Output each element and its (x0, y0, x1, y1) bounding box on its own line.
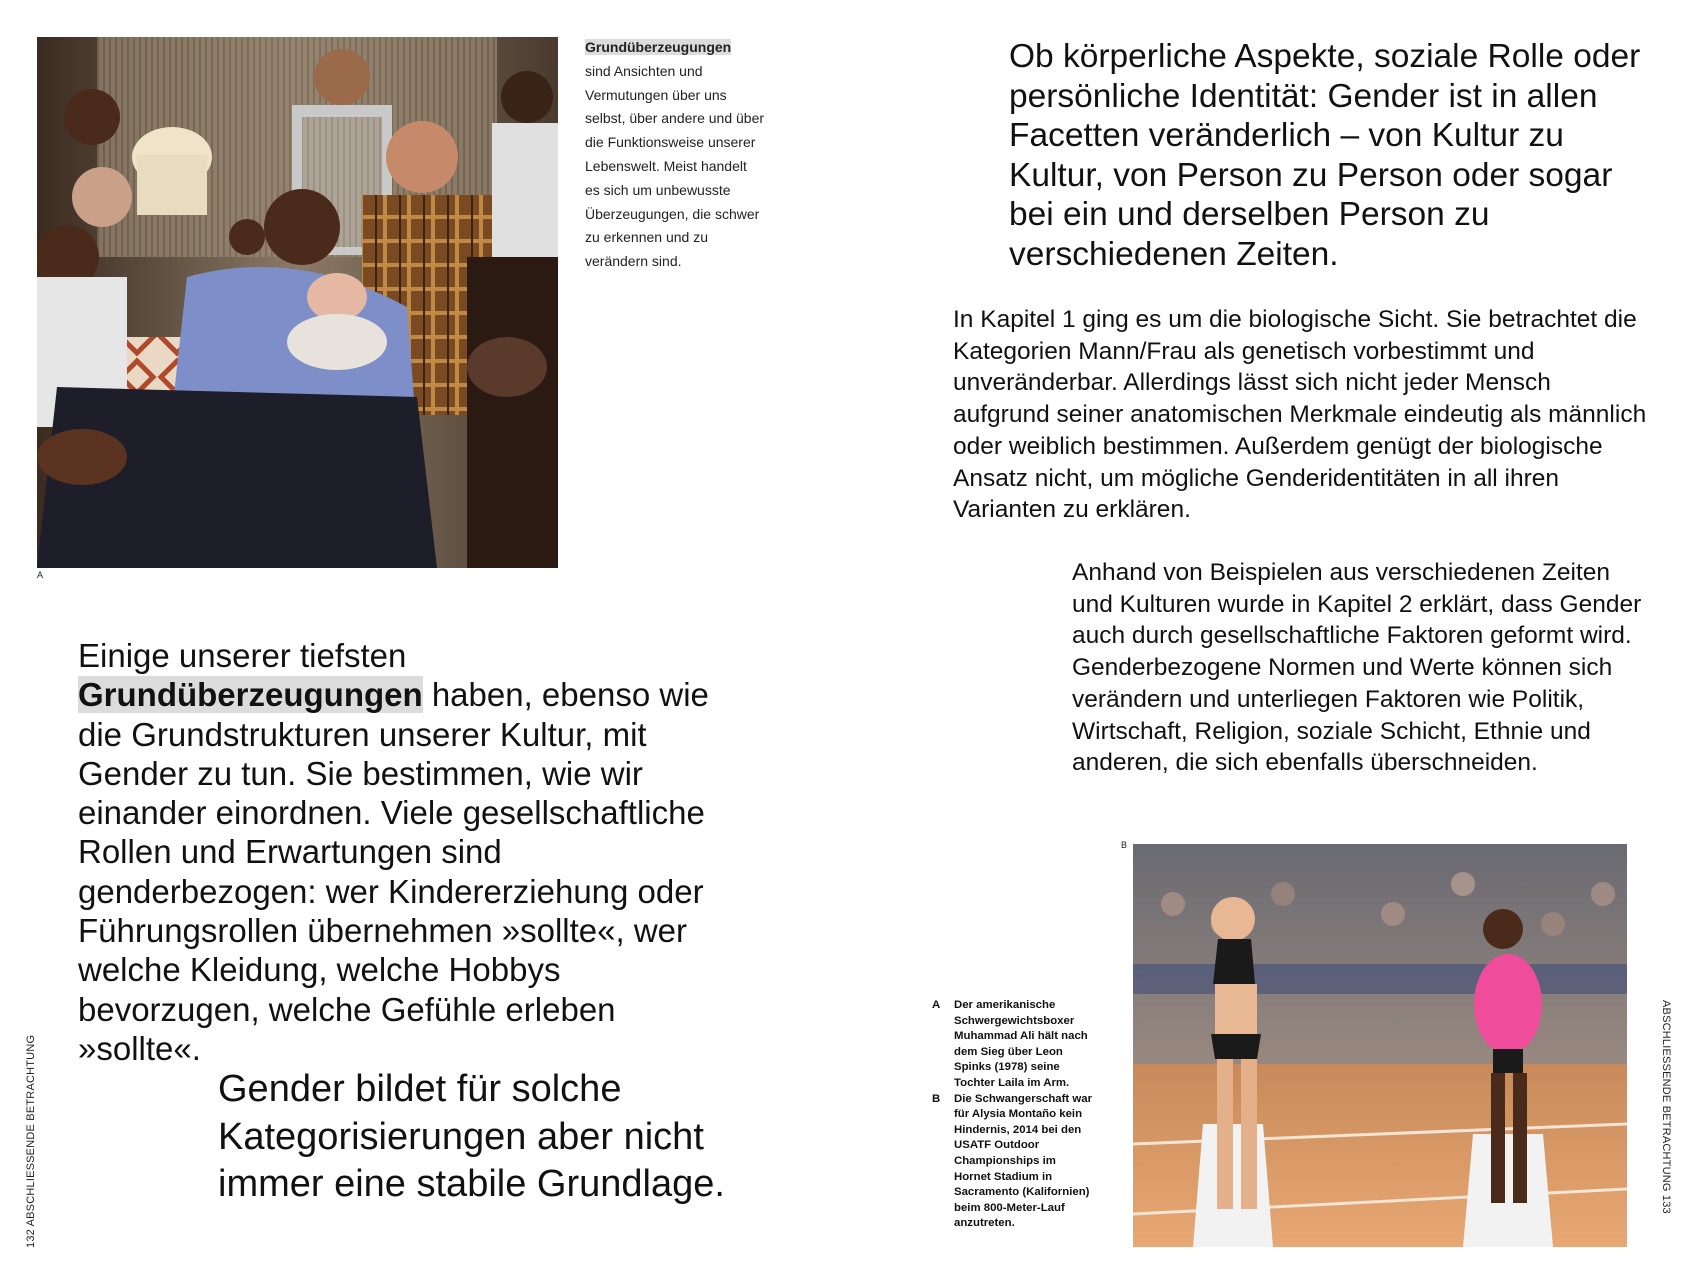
sidebar-term: Grundüberzeugungen (585, 39, 732, 55)
caption-b-text: Die Schwangerschaft war für Alysia Montaño kein Hindernis, 2014 bei den USATF Outdoor Championships im Hornet Stadium in Sacramento (Kalifornien) beim 800-Meter-Lauf anzutreten. (954, 1092, 1093, 1230)
photo-b-label: B (1121, 840, 1128, 850)
intro-text-after: haben, ebenso wie die Grundstrukturen unserer Kultur, mit Gender zu tun. Sie bestimmen, wie wir einander einordnen. Viele gesellschaftliche Rollen und Erwartungen sind genderbezogen: wer Kindererziehung oder Führungsrollen übernehmen »sollte«, wer welche Kleidung, welche Hobbys bevorzugen, welche Gefühle erleben »sollte«. (78, 676, 709, 1067)
caption-a-key: A (932, 999, 941, 1011)
caption-a-text: Der amerikanische Schwergewichtsboxer Muhammad Ali hält nach dem Sieg über Leon Spinks (1978) seine Tochter Laila im Arm. (954, 999, 1088, 1089)
photo-a (37, 37, 558, 568)
intro-highlight-term: Grundüberzeugungen (78, 676, 423, 714)
caption-b-key: B (932, 1092, 941, 1105)
intro-text-before: Einige unserer tiefsten (78, 637, 407, 674)
claim-statement: Gender bildet für solche Kategorisierungen aber nicht immer eine stabile Grundlage. (218, 1068, 725, 1205)
caption-a (932, 998, 1092, 1092)
lead-statement: Ob körperliche Aspekte, soziale Rolle oder persönliche Identität: Gender ist in allen Facetten veränderlich – von Kultur zu Kultur, von Person zu Person oder sogar bei ein und derselben Person zu verschiedenen Zeiten. (1009, 38, 1641, 273)
running-head-left: 132 ABSCHLIESSENDE BETRACHTUNG (25, 1034, 37, 1248)
sidebar-text: sind Ansichten und Vermutungen über uns selbst, über andere und über die Funktionsweise unserer Lebenswelt. Meist handelt es sich um unbewusste Überzeugungen, die schwer zu erkennen und zu verändern sind. (585, 62, 765, 270)
figure-captions (932, 998, 1092, 1232)
intro-paragraph (78, 636, 738, 1068)
paragraph-social-factors: Anhand von Beispielen aus verschiedenen Zeiten und Kulturen wurde in Kapitel 2 erklärt, dass Gender auch durch gesellschaftliche Faktoren geformt wird. Genderbezogene Normen und Werte können sich verändern und unterliegen Faktoren wie Politik, Wirtschaft, Religion, soziale Schicht, Ethnie und anderen, die sich ebenfalls überschneiden. (1072, 559, 1642, 777)
photo-b (1133, 844, 1627, 1247)
photo-a-label: A (37, 570, 44, 580)
running-head-right: ABSCHLIESSENDE BETRACHTUNG 133 (1660, 1000, 1672, 1214)
paragraph-biological-view: In Kapitel 1 ging es um die biologische Sicht. Sie betrachtet die Kategorien Mann/Frau als genetisch vorbestimmt und unveränderbar. Allerdings lässt sich nicht jeder Mensch aufgrund seiner anatomischen Merkmale eindeutig als männlich oder weiblich bestimmen. Außerdem genügt der biologische Ansatz nicht, um mögliche Genderidentitäten in all ihren Varianten zu erklären. (953, 306, 1647, 524)
sidebar-definition (585, 36, 765, 274)
caption-b (932, 1092, 1092, 1232)
